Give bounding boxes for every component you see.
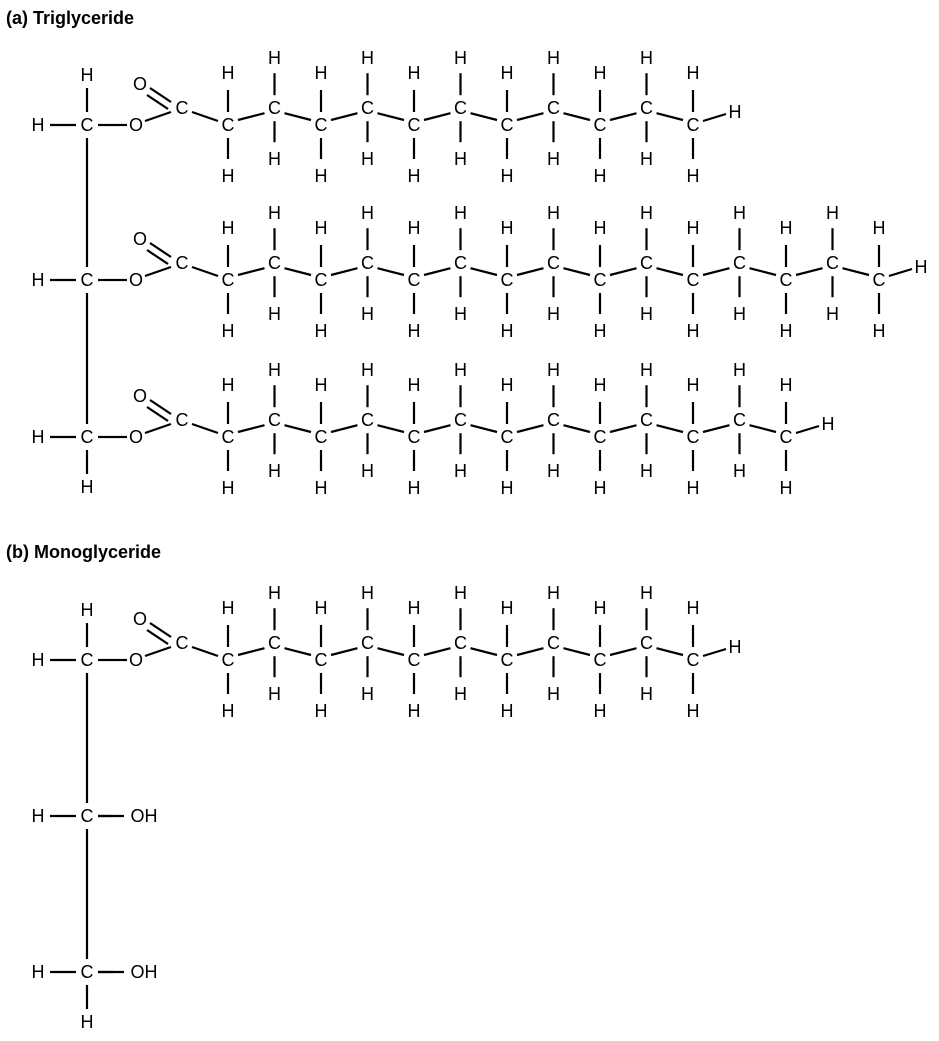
chain-carbon-atom: C: [686, 427, 700, 447]
bond: [703, 268, 730, 275]
bond: [517, 268, 544, 275]
bond: [517, 425, 544, 432]
hydrogen-atom: H: [733, 203, 746, 224]
hydrogen-atom: H: [407, 375, 421, 395]
hydrogen-atom: H: [361, 360, 374, 381]
hydrogen-atom: H: [361, 461, 374, 482]
hydrogen-atom: H: [593, 598, 607, 618]
hydrogen-atom: H: [221, 166, 235, 186]
hydrogen-atom: H: [500, 701, 514, 721]
bond: [471, 425, 498, 432]
carbonyl-oxygen-atom: O: [132, 386, 148, 406]
fatty-acid-chain: [222, 360, 835, 498]
chain-carbon-atom: C: [407, 427, 421, 447]
chain-carbon-atom: C: [314, 115, 328, 135]
bond: [657, 648, 684, 655]
carbonyl-oxygen-atom: O: [132, 229, 148, 249]
hydrogen-atom: H: [500, 321, 514, 341]
hydrogen-atom: H: [361, 203, 374, 224]
ester-oxygen-atom: O: [128, 270, 144, 290]
hydrogen-atom: H: [500, 166, 514, 186]
hydrogen-atom: H: [31, 806, 45, 826]
triglyceride-title: (a) Triglyceride: [6, 8, 135, 28]
hydrogen-atom: H: [80, 600, 94, 620]
bond: [424, 648, 451, 655]
hydrogen-atom: H: [733, 461, 746, 482]
hydrogen-atom: H: [686, 598, 700, 618]
hydrogen-atom: H: [686, 166, 700, 186]
chain-carbon-atom: C: [593, 427, 607, 447]
hydrogen-atom: H: [826, 203, 839, 224]
hydrogen-atom: H: [268, 360, 281, 381]
carbonyl-carbon-atom: C: [175, 98, 189, 118]
chain-carbon-atom: C: [686, 115, 700, 135]
hydrogen-atom: H: [454, 149, 467, 170]
bond: [378, 648, 405, 655]
glycerol-carbon-atom: C: [80, 962, 94, 982]
hydrogen-atom: H: [314, 321, 328, 341]
hydrogen-atom: H: [268, 304, 281, 325]
hydrogen-atom: H: [640, 583, 653, 604]
chain-carbon-atom: C: [640, 410, 653, 431]
hydrogen-atom: H: [221, 375, 235, 395]
glycerol-carbon-atom: C: [80, 115, 94, 135]
chain-carbon-atom: C: [314, 427, 328, 447]
glycerol-carbon-atom: C: [80, 270, 94, 290]
hydrogen-atom: H: [826, 304, 839, 325]
hydrogen-atom: H: [268, 48, 281, 69]
hydrogen-atom: H: [268, 684, 281, 705]
chain-carbon-atom: C: [361, 633, 374, 654]
bond: [564, 425, 591, 432]
bond: [145, 647, 171, 656]
hydrogen-atom: H: [872, 321, 886, 341]
bond: [285, 648, 312, 655]
hydrogen-atom: H: [268, 461, 281, 482]
hydrogen-atom: H: [361, 304, 374, 325]
chain-carbon-atom: C: [361, 98, 374, 119]
bond: [145, 424, 171, 433]
bond: [285, 425, 312, 432]
glycerol-carbon-group: [32, 203, 928, 341]
hydrogen-atom: H: [500, 218, 514, 238]
carbonyl-oxygen-atom: O: [132, 74, 148, 94]
chain-carbon-atom: C: [547, 98, 560, 119]
bond: [564, 268, 591, 275]
hydrogen-atom: H: [640, 48, 653, 69]
chain-carbon-atom: C: [640, 633, 653, 654]
hydrogen-atom: H: [686, 63, 700, 83]
hydrogen-atom: H: [407, 218, 421, 238]
terminal-hydrogen-atom: H: [914, 257, 928, 277]
hydroxyl-group: OH: [130, 806, 158, 826]
hydrogen-atom: H: [314, 63, 328, 83]
bond: [843, 268, 870, 275]
hydrogen-atom: H: [640, 461, 653, 482]
bond: [564, 648, 591, 655]
chain-carbon-atom: C: [454, 98, 467, 119]
hydrogen-atom: H: [872, 218, 886, 238]
bond: [657, 268, 684, 275]
fatty-acid-chain: [222, 48, 742, 186]
chain-carbon-atom: C: [779, 427, 793, 447]
carbonyl-carbon-atom: C: [175, 253, 189, 273]
hydrogen-atom: H: [547, 360, 560, 381]
ester-oxygen-atom: O: [128, 427, 144, 447]
hydrogen-atom: H: [80, 477, 94, 497]
hydrogen-atom: H: [686, 218, 700, 238]
hydrogen-atom: H: [454, 360, 467, 381]
hydrogen-atom: H: [454, 48, 467, 69]
bond: [331, 113, 358, 120]
terminal-hydrogen-atom: H: [728, 637, 742, 657]
bond: [703, 649, 726, 656]
chain-carbon-atom: C: [500, 427, 514, 447]
hydrogen-atom: H: [361, 149, 374, 170]
chain-carbon-atom: C: [686, 270, 700, 290]
glycerol-carbon-group: [32, 962, 158, 1032]
bond: [238, 425, 265, 432]
bond: [238, 648, 265, 655]
hydrogen-atom: H: [407, 63, 421, 83]
bond: [145, 112, 171, 121]
hydrogen-atom: H: [640, 149, 653, 170]
chain-carbon-atom: C: [872, 270, 886, 290]
chain-carbon-atom: C: [733, 253, 746, 274]
hydrogen-atom: H: [547, 149, 560, 170]
bond: [285, 268, 312, 275]
hydrogen-atom: H: [314, 218, 328, 238]
hydrogen-atom: H: [593, 321, 607, 341]
bond: [471, 113, 498, 120]
bond: [610, 268, 637, 275]
chain-carbon-atom: C: [361, 410, 374, 431]
chain-carbon-atom: C: [547, 410, 560, 431]
bond: [796, 426, 819, 433]
structures: [32, 48, 928, 1032]
chain-carbon-atom: C: [221, 270, 235, 290]
hydrogen-atom: H: [779, 218, 793, 238]
glycerol-carbon-group: [32, 583, 742, 721]
bond: [424, 113, 451, 120]
hydrogen-atom: H: [686, 478, 700, 498]
hydrogen-atom: H: [640, 203, 653, 224]
hydrogen-atom: H: [547, 583, 560, 604]
hydrogen-atom: H: [80, 1012, 94, 1032]
bond: [610, 425, 637, 432]
bond: [750, 425, 777, 432]
chain-carbon-atom: C: [826, 253, 839, 274]
bond: [703, 114, 726, 121]
monoglyceride-title: (b) Monoglyceride: [6, 542, 162, 562]
hydrogen-atom: H: [640, 360, 653, 381]
hydroxyl-group: OH: [130, 962, 158, 982]
bond: [378, 268, 405, 275]
bond: [238, 113, 265, 120]
hydrogen-atom: H: [407, 701, 421, 721]
hydrogen-atom: H: [221, 218, 235, 238]
bond: [285, 113, 312, 120]
hydrogen-atom: H: [31, 115, 45, 135]
bond: [192, 647, 218, 656]
hydrogen-atom: H: [31, 427, 45, 447]
chain-carbon-atom: C: [268, 410, 281, 431]
chain-carbon-atom: C: [640, 98, 653, 119]
chain-carbon-atom: C: [407, 650, 421, 670]
bond: [889, 269, 912, 276]
ester-oxygen-atom: O: [128, 650, 144, 670]
hydrogen-atom: H: [80, 65, 94, 85]
terminal-hydrogen-atom: H: [728, 102, 742, 122]
glycerol-carbon-atom: C: [80, 806, 94, 826]
chain-carbon-atom: C: [547, 633, 560, 654]
hydrogen-atom: H: [407, 478, 421, 498]
hydrogen-atom: H: [500, 63, 514, 83]
hydrogen-atom: H: [593, 63, 607, 83]
hydrogen-atom: H: [268, 203, 281, 224]
hydrogen-atom: H: [593, 701, 607, 721]
hydrogen-atom: H: [221, 598, 235, 618]
hydrogen-atom: H: [547, 203, 560, 224]
hydrogen-atom: H: [593, 375, 607, 395]
hydrogen-atom: H: [31, 650, 45, 670]
terminal-hydrogen-atom: H: [821, 414, 835, 434]
chain-carbon-atom: C: [640, 253, 653, 274]
chain-carbon-atom: C: [221, 427, 235, 447]
hydrogen-atom: H: [547, 684, 560, 705]
chain-carbon-atom: C: [361, 253, 374, 274]
hydrogen-atom: H: [454, 203, 467, 224]
hydrogen-atom: H: [221, 701, 235, 721]
bond: [517, 648, 544, 655]
hydrogen-atom: H: [733, 360, 746, 381]
hydrogen-atom: H: [221, 63, 235, 83]
hydrogen-atom: H: [593, 166, 607, 186]
chain-carbon-atom: C: [407, 115, 421, 135]
hydrogen-atom: H: [686, 375, 700, 395]
hydrogen-atom: H: [361, 684, 374, 705]
bond: [192, 112, 218, 121]
bond: [610, 113, 637, 120]
bond: [796, 268, 823, 275]
hydrogen-atom: H: [640, 304, 653, 325]
bond: [703, 425, 730, 432]
hydrogen-atom: H: [500, 375, 514, 395]
chain-carbon-atom: C: [454, 410, 467, 431]
ester-oxygen-atom: O: [128, 115, 144, 135]
chain-carbon-atom: C: [268, 633, 281, 654]
chain-carbon-atom: C: [314, 650, 328, 670]
chain-carbon-atom: C: [314, 270, 328, 290]
hydrogen-atom: H: [361, 48, 374, 69]
hydrogen-atom: H: [593, 218, 607, 238]
carbonyl-oxygen-atom: O: [132, 609, 148, 629]
hydrogen-atom: H: [407, 321, 421, 341]
fatty-acid-chain: [222, 583, 742, 721]
bond: [331, 425, 358, 432]
hydrogen-atom: H: [268, 583, 281, 604]
bond: [192, 267, 218, 276]
bond: [471, 268, 498, 275]
hydrogen-atom: H: [779, 321, 793, 341]
glycerol-carbon-atom: C: [80, 427, 94, 447]
chain-carbon-atom: C: [500, 650, 514, 670]
chain-carbon-atom: C: [407, 270, 421, 290]
hydrogen-atom: H: [314, 478, 328, 498]
bond: [238, 268, 265, 275]
chain-carbon-atom: C: [500, 115, 514, 135]
chain-carbon-atom: C: [547, 253, 560, 274]
chain-carbon-atom: C: [593, 650, 607, 670]
bond: [424, 425, 451, 432]
triglyceride-structure: [32, 48, 928, 498]
glycerol-carbon-group: [32, 48, 742, 186]
hydrogen-atom: H: [31, 270, 45, 290]
hydrogen-atom: H: [686, 321, 700, 341]
hydrogen-atom: H: [454, 684, 467, 705]
hydrogen-atom: H: [454, 461, 467, 482]
hydrogen-atom: H: [593, 478, 607, 498]
bond: [610, 648, 637, 655]
chain-carbon-atom: C: [593, 115, 607, 135]
hydrogen-atom: H: [407, 166, 421, 186]
hydrogen-atom: H: [500, 478, 514, 498]
bond: [331, 648, 358, 655]
hydrogen-atom: H: [686, 701, 700, 721]
hydrogen-atom: H: [779, 478, 793, 498]
hydrogen-atom: H: [221, 478, 235, 498]
hydrogen-atom: H: [361, 583, 374, 604]
hydrogen-atom: H: [268, 149, 281, 170]
hydrogen-atom: H: [454, 583, 467, 604]
hydrogen-atom: H: [733, 304, 746, 325]
hydrogen-atom: H: [500, 598, 514, 618]
glycerol-carbon-group: [32, 806, 158, 826]
hydrogen-atom: H: [454, 304, 467, 325]
chain-carbon-atom: C: [454, 633, 467, 654]
chain-carbon-atom: C: [686, 650, 700, 670]
bond: [471, 648, 498, 655]
bond: [378, 425, 405, 432]
chain-carbon-atom: C: [733, 410, 746, 431]
hydrogen-atom: H: [314, 375, 328, 395]
hydrogen-atom: H: [407, 598, 421, 618]
hydrogen-atom: H: [314, 701, 328, 721]
chain-carbon-atom: C: [500, 270, 514, 290]
bond: [750, 268, 777, 275]
hydrogen-atom: H: [314, 166, 328, 186]
bond: [424, 268, 451, 275]
bond: [331, 268, 358, 275]
hydrogen-atom: H: [779, 375, 793, 395]
fatty-acid-chain: [222, 203, 928, 341]
bond: [192, 424, 218, 433]
chain-carbon-atom: C: [454, 253, 467, 274]
bond: [657, 113, 684, 120]
hydrogen-atom: H: [31, 962, 45, 982]
hydrogen-atom: H: [547, 461, 560, 482]
glycerol-carbon-group: [32, 360, 835, 498]
chain-carbon-atom: C: [268, 253, 281, 274]
bond: [517, 113, 544, 120]
hydrogen-atom: H: [221, 321, 235, 341]
carbonyl-carbon-atom: C: [175, 633, 189, 653]
hydrogen-atom: H: [314, 598, 328, 618]
chain-carbon-atom: C: [221, 115, 235, 135]
carbonyl-carbon-atom: C: [175, 410, 189, 430]
bond: [564, 113, 591, 120]
hydrogen-atom: H: [640, 684, 653, 705]
bond: [378, 113, 405, 120]
chain-carbon-atom: C: [268, 98, 281, 119]
glycerol-carbon-atom: C: [80, 650, 94, 670]
bond: [145, 267, 171, 276]
bond: [657, 425, 684, 432]
monoglyceride-structure: [32, 583, 742, 1032]
chain-carbon-atom: C: [593, 270, 607, 290]
chain-carbon-atom: C: [221, 650, 235, 670]
hydrogen-atom: H: [547, 304, 560, 325]
hydrogen-atom: H: [547, 48, 560, 69]
chain-carbon-atom: C: [779, 270, 793, 290]
